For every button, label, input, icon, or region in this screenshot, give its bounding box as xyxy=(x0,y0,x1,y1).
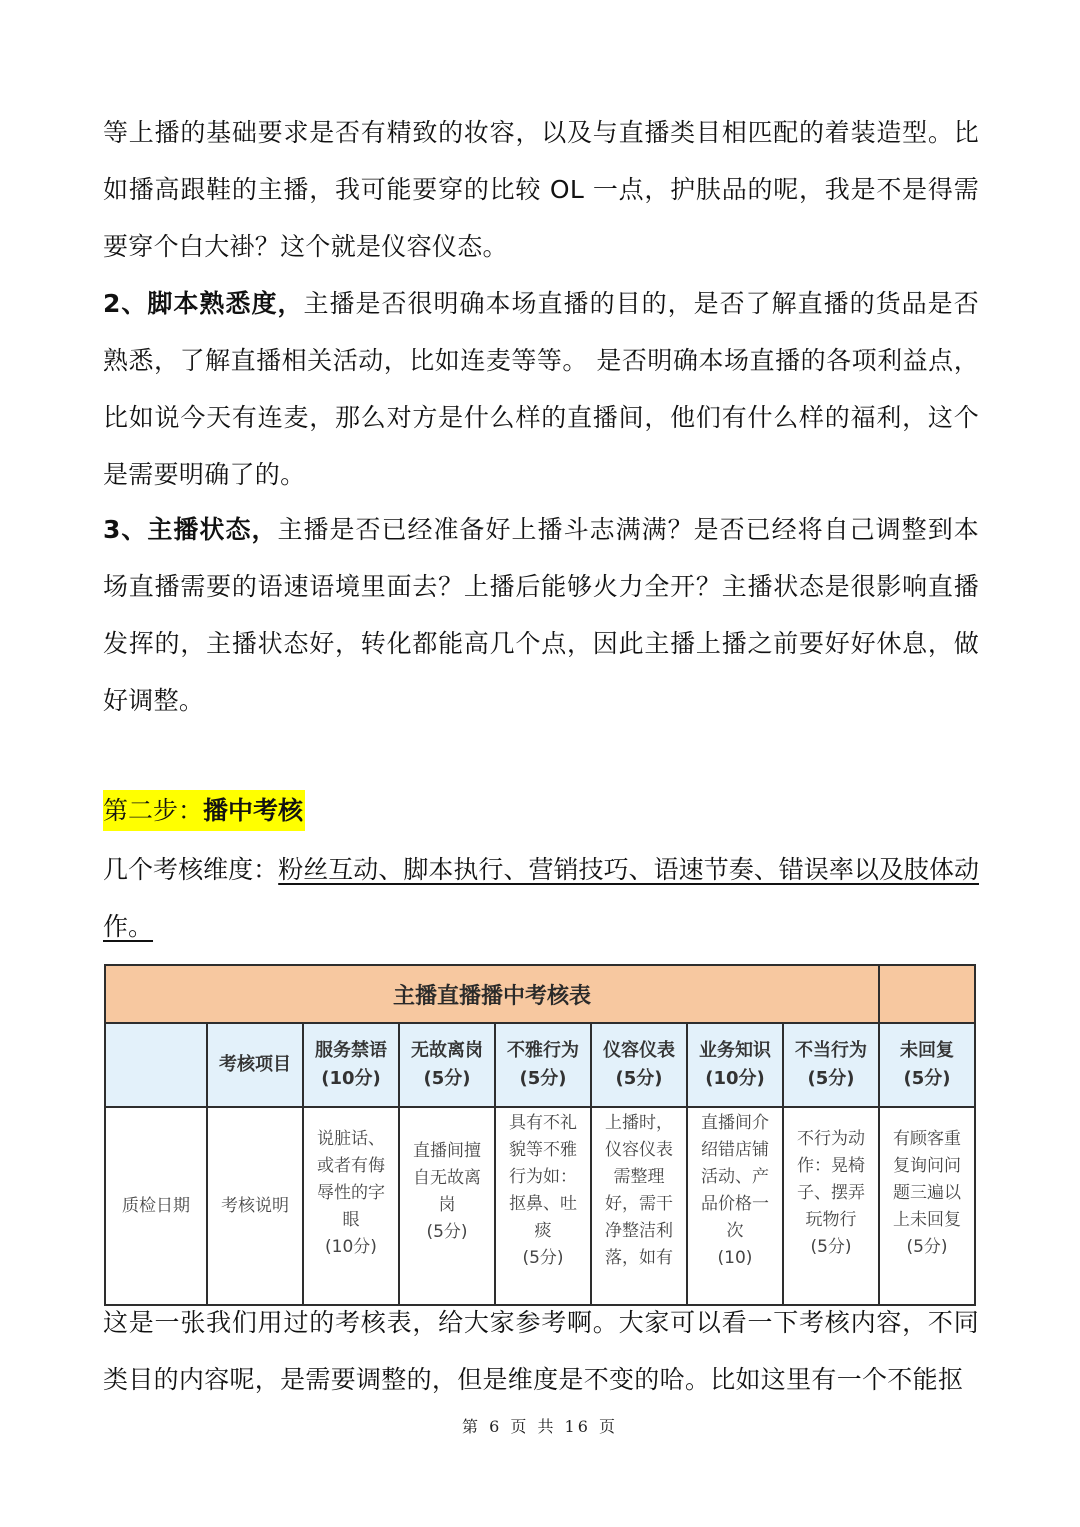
paragraph-host-state xyxy=(103,501,979,729)
dimensions-list: 粉丝互动、脚本执行、营销技巧、语速节奏、错误率以及肢体动作。 xyxy=(103,855,979,941)
step-title: 播中考核 xyxy=(203,796,304,825)
header-col: 服务禁语 (10分) xyxy=(303,1023,399,1107)
cell-desc-label: 考核说明 xyxy=(207,1107,303,1305)
paragraph-text: 等上播的基础要求是否有精致的妆容，以及与直播类目相匹配的着装造型。比如播高跟鞋的主播，我可能要穿的比较 OL 一点，护肤品的呢，我是不是得需要穿个白大褂？这个就是仪容仪态。 xyxy=(103,118,979,261)
paragraph-text: 这是一张我们用过的考核表，给大家参考啊。大家可以看一下考核内容，不同类目的内容呢，是需要调整的，但是维度是不变的哈。比如这里有一个不能抠 xyxy=(103,1308,979,1394)
header-col: 不当行为 (5分) xyxy=(783,1023,879,1107)
dimensions-label: 几个考核维度： xyxy=(103,855,279,884)
header-empty-cell xyxy=(105,1023,207,1107)
header-col: 无故离岗 (5分) xyxy=(399,1023,495,1107)
header-col: 未回复 (5分) xyxy=(879,1023,975,1107)
cell-description: 具有不礼 貌等不雅 行为如： 抠鼻、吐 痰 (5分) xyxy=(495,1107,591,1305)
cell-description: 直播间擅 自无故离 岗 (5分) xyxy=(399,1107,495,1305)
paragraph-text: 主播是否很明确本场直播的目的，是否了解直播的货品是否熟悉，了解直播相关活动，比如连麦等等。 是否明确本场直播的各项利益点，比如说今天有连麦，那么对方是什么样的直播间，他们有什么样的福利，这个是需要明确了的。 xyxy=(103,289,979,489)
table-header-row xyxy=(105,1023,975,1107)
assessment-dimensions xyxy=(103,841,979,955)
section-heading xyxy=(103,782,305,839)
cell-date-label: 质检日期 xyxy=(105,1107,207,1305)
cell-description: 有顾客重 复询问问 题三遍以 上未回复 (5分) xyxy=(879,1107,975,1305)
table-title-empty-cell xyxy=(879,965,975,1023)
page-footer: 第 6 页 共 16 页 xyxy=(462,1417,618,1436)
step-label: 第二步： xyxy=(103,796,204,825)
cell-description: 直播间介 绍错店铺 活动、产 品价格一 次 (10) xyxy=(687,1107,783,1305)
paragraph-appearance xyxy=(103,104,979,275)
header-col: 业务知识 (10分) xyxy=(687,1023,783,1107)
table-row xyxy=(105,1107,975,1305)
highlighted-heading xyxy=(103,790,305,831)
cell-description: 不行为动 作：晃椅 子、摆弄 玩物行 (5分) xyxy=(783,1107,879,1305)
header-col: 仪容仪表 (5分) xyxy=(591,1023,687,1107)
paragraph-table-note xyxy=(103,1294,979,1408)
cell-description: 上播时， 仪容仪表 需整理 好，需干 净整洁利 落，如有 xyxy=(591,1107,687,1305)
cell-description: 说脏话、 或者有侮 辱性的字 眼 (10分) xyxy=(303,1107,399,1305)
paragraph-heading: 2、脚本熟悉度， xyxy=(103,289,304,318)
header-item: 考核项目 xyxy=(207,1023,303,1107)
paragraph-script-familiarity xyxy=(103,275,979,503)
assessment-table xyxy=(104,964,976,1306)
header-col: 不雅行为 (5分) xyxy=(495,1023,591,1107)
paragraph-heading: 3、主播状态， xyxy=(103,515,278,544)
paragraph-text: 主播是否已经准备好上播斗志满满？是否已经将自己调整到本场直播需要的语速语境里面去？上播后能够火力全开？主播状态是很影响直播发挥的，主播状态好，转化都能高几个点，因此主播上播之前要好好休息，做好调整。 xyxy=(103,515,979,715)
table-title-row xyxy=(105,965,975,1023)
table-title: 主播直播播中考核表 xyxy=(105,965,879,1023)
